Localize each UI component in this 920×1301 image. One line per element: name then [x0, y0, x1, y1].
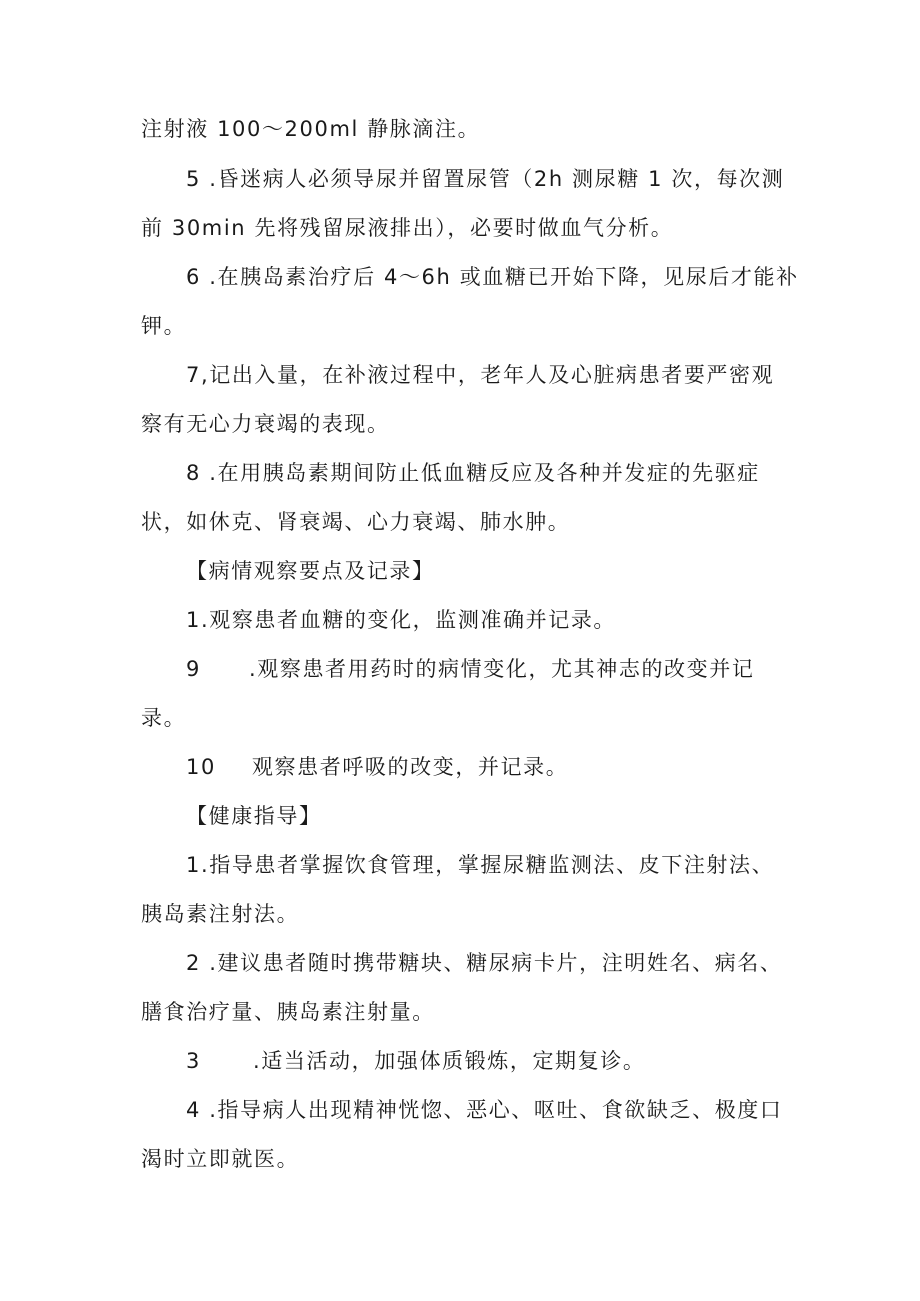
paragraph-line: 录。 — [141, 706, 187, 730]
paragraph-line — [186, 654, 754, 684]
paragraph-line: 察有无心力衰竭的表现。 — [141, 412, 390, 436]
paragraph-line: 7,记出入量，在补液过程中，老年人及心脏病患者要严密观 — [186, 363, 775, 387]
paragraph-line: 6 .在胰岛素治疗后 4～6h 或血糖已开始下降，见尿后才能补 — [186, 265, 799, 289]
item-text: 观察患者呼吸的改变，并记录。 — [251, 755, 569, 779]
item-number: 9 — [186, 657, 201, 681]
item-text: .适当活动，加强体质锻炼，定期复诊。 — [252, 1049, 646, 1073]
paragraph-line: 1.观察患者血糖的变化，监测准确并记录。 — [186, 608, 617, 632]
section-heading: 【病情观察要点及记录】 — [186, 559, 435, 583]
paragraph-line: 状，如休克、肾衰竭、心力衰竭、肺水肿。 — [141, 510, 571, 534]
paragraph-line — [186, 1046, 645, 1076]
paragraph-line: 4 .指导病人出现精神恍惚、恶心、呕吐、食欲缺乏、极度口 — [186, 1098, 783, 1122]
paragraph-line: 钾。 — [141, 314, 187, 338]
section-heading: 【健康指导】 — [186, 804, 322, 828]
paragraph-line: 胰岛素注射法。 — [141, 902, 300, 926]
paragraph-line: 1.指导患者掌握饮食管理，掌握尿糖监测法、皮下注射法、 — [186, 853, 775, 877]
paragraph-line: 注射液 100～200ml 静脉滴注。 — [141, 117, 481, 141]
paragraph-line: 渴时立即就医。 — [141, 1147, 300, 1171]
paragraph-line: 膳食治疗量、胰岛素注射量。 — [141, 1000, 435, 1024]
paragraph-line — [186, 752, 568, 782]
item-number: 3 — [186, 1049, 201, 1073]
paragraph-line: 5 .昏迷病人必须导尿并留置尿管（2h 测尿糖 1 次，每次测 — [186, 167, 785, 191]
paragraph-line: 前 30min 先将残留尿液排出），必要时做血气分析。 — [141, 216, 674, 240]
item-text: .观察患者用药时的病情变化，尤其神志的改变并记 — [248, 657, 755, 681]
item-number: 10 — [186, 755, 216, 779]
paragraph-line: 2 .建议患者随时携带糖块、糖尿病卡片，注明姓名、病名、 — [186, 951, 783, 975]
paragraph-line: 8 .在用胰岛素期间防止低血糖反应及各种并发症的先驱症 — [186, 461, 760, 485]
